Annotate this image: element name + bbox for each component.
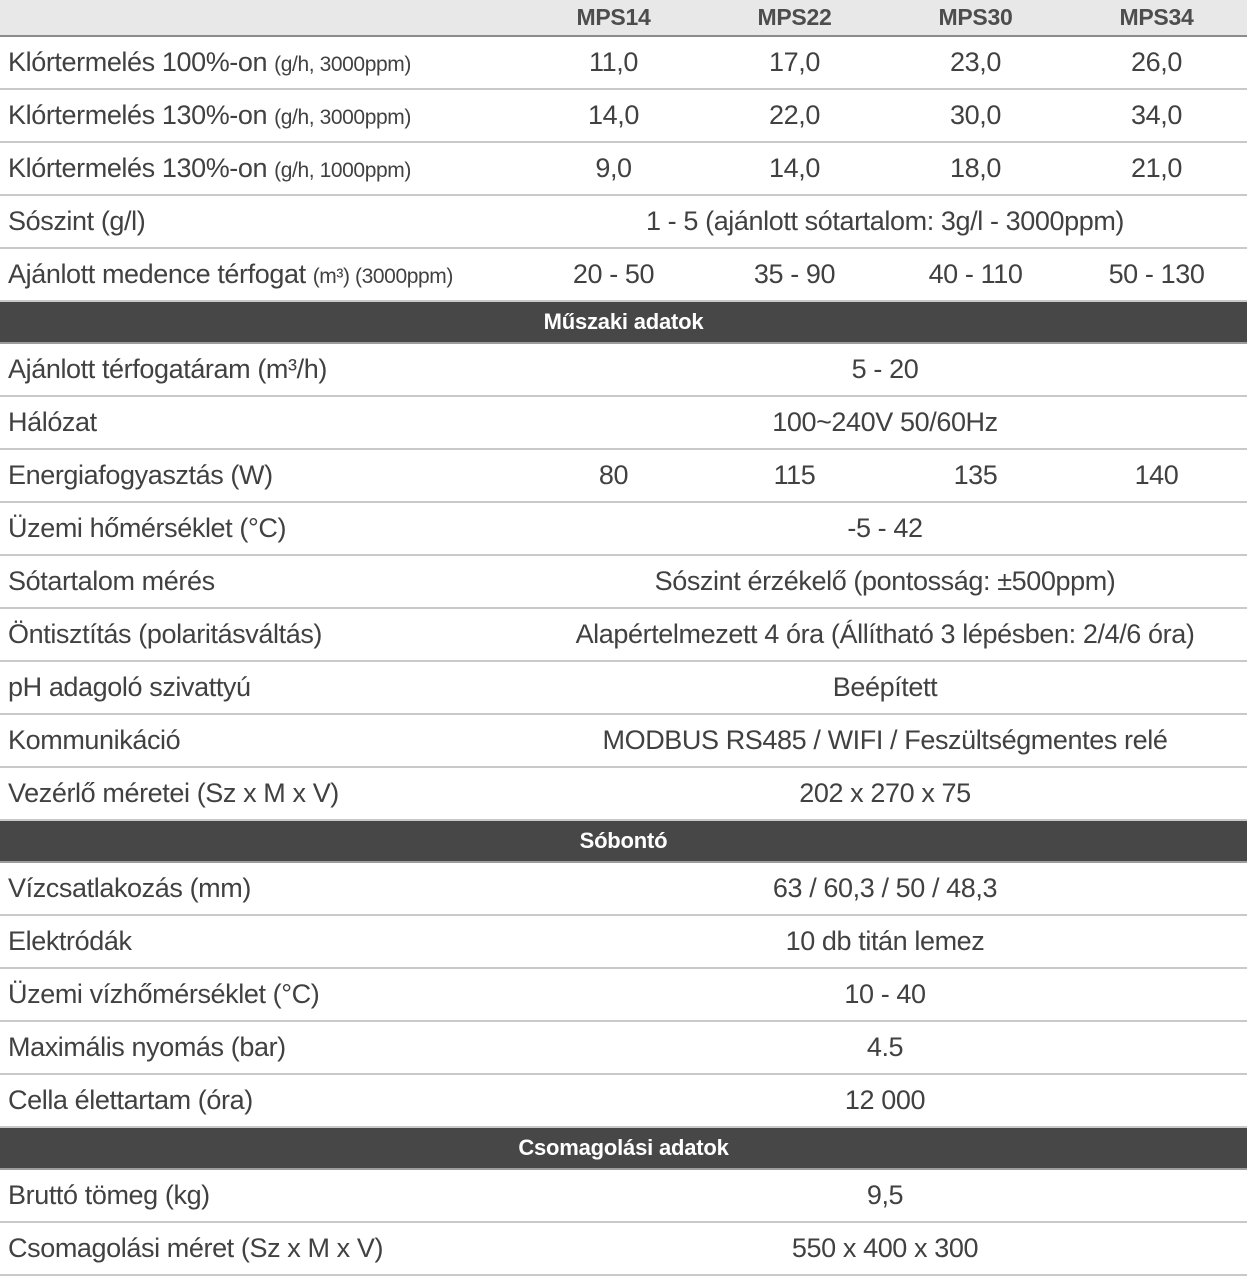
spec-row bbox=[0, 502, 1247, 555]
spec-value: 21,0 bbox=[1066, 142, 1247, 195]
spec-row bbox=[0, 195, 1247, 248]
model-column-header: MPS22 bbox=[704, 0, 885, 36]
spec-row bbox=[0, 449, 1247, 502]
row-label-text: pH adagoló szivattyú bbox=[8, 672, 251, 702]
row-label bbox=[0, 248, 523, 301]
row-label bbox=[0, 661, 523, 714]
spec-value-span: 4.5 bbox=[523, 1021, 1247, 1074]
row-label bbox=[0, 555, 523, 608]
spec-value: 14,0 bbox=[704, 142, 885, 195]
row-label-text: Klórtermelés 100%-on bbox=[8, 47, 268, 77]
spec-row bbox=[0, 142, 1247, 195]
row-label-text: Vezérlő méretei (Sz x M x V) bbox=[8, 778, 339, 808]
spec-row bbox=[0, 1169, 1247, 1222]
row-label bbox=[0, 968, 523, 1021]
spec-value: 26,0 bbox=[1066, 36, 1247, 89]
spec-value-span: 5 - 20 bbox=[523, 343, 1247, 396]
row-label bbox=[0, 862, 523, 915]
row-label-text: Kommunikáció bbox=[8, 725, 181, 755]
spec-value: 17,0 bbox=[704, 36, 885, 89]
section-header-row bbox=[0, 1127, 1247, 1169]
row-label-text: Csomagolási méret (Sz x M x V) bbox=[8, 1233, 384, 1263]
row-label bbox=[0, 343, 523, 396]
row-label-text: Hálózat bbox=[8, 407, 97, 437]
spec-value-span: 550 x 400 x 300 bbox=[523, 1222, 1247, 1275]
row-label bbox=[0, 1222, 523, 1275]
row-label-text: Cella élettartam (óra) bbox=[8, 1085, 253, 1115]
row-label-text: Sótartalom mérés bbox=[8, 566, 215, 596]
spec-row bbox=[0, 1074, 1247, 1127]
spec-value-span: -5 - 42 bbox=[523, 502, 1247, 555]
spec-row bbox=[0, 1222, 1247, 1275]
row-label bbox=[0, 396, 523, 449]
row-label-text: Klórtermelés 130%-on bbox=[8, 153, 268, 183]
spec-row bbox=[0, 89, 1247, 142]
spec-row bbox=[0, 915, 1247, 968]
row-label bbox=[0, 608, 523, 661]
spec-value: 50 - 130 bbox=[1066, 248, 1247, 301]
model-column-header: MPS30 bbox=[885, 0, 1066, 36]
spec-value: 18,0 bbox=[885, 142, 1066, 195]
row-label-text: Üzemi hőmérséklet (°C) bbox=[8, 513, 287, 543]
row-label-text: Öntisztítás (polaritásváltás) bbox=[8, 619, 323, 649]
spec-value-span: Alapértelmezett 4 óra (Állítható 3 lépésben: 2/4/6 óra) bbox=[523, 608, 1247, 661]
section-title: Sóbontó bbox=[0, 820, 1247, 862]
row-label-text: Sószint (g/l) bbox=[8, 206, 146, 236]
row-label bbox=[0, 1021, 523, 1074]
spec-value: 35 - 90 bbox=[704, 248, 885, 301]
spec-value-span: 100~240V 50/60Hz bbox=[523, 396, 1247, 449]
spec-row bbox=[0, 248, 1247, 301]
row-label bbox=[0, 1169, 523, 1222]
row-label-text: Üzemi vízhőmérséklet (°C) bbox=[8, 979, 320, 1009]
spec-value: 30,0 bbox=[885, 89, 1066, 142]
row-label bbox=[0, 767, 523, 820]
row-label bbox=[0, 142, 523, 195]
row-label bbox=[0, 1074, 523, 1127]
model-column-header: MPS14 bbox=[523, 0, 704, 36]
row-label-unit: (g/h, 1000ppm) bbox=[274, 159, 411, 182]
spec-value: 40 - 110 bbox=[885, 248, 1066, 301]
spec-value: 135 bbox=[885, 449, 1066, 502]
spec-value: 34,0 bbox=[1066, 89, 1247, 142]
spec-row bbox=[0, 396, 1247, 449]
spec-row bbox=[0, 767, 1247, 820]
spec-row bbox=[0, 862, 1247, 915]
row-label-text: Bruttó tömeg (kg) bbox=[8, 1180, 210, 1210]
spec-value: 20 - 50 bbox=[523, 248, 704, 301]
spec-value: 80 bbox=[523, 449, 704, 502]
spec-value-span: 1 - 5 (ajánlott sótartalom: 3g/l - 3000ppm) bbox=[523, 195, 1247, 248]
spec-value: 14,0 bbox=[523, 89, 704, 142]
spec-value-span: 10 - 40 bbox=[523, 968, 1247, 1021]
spec-row bbox=[0, 555, 1247, 608]
spec-row bbox=[0, 661, 1247, 714]
section-header-row bbox=[0, 820, 1247, 862]
spec-value-span: 10 db titán lemez bbox=[523, 915, 1247, 968]
spec-value-span: 202 x 270 x 75 bbox=[523, 767, 1247, 820]
row-label-unit: (g/h, 3000ppm) bbox=[274, 53, 411, 76]
section-title: Csomagolási adatok bbox=[0, 1127, 1247, 1169]
spec-row bbox=[0, 714, 1247, 767]
row-label-unit: (m³) (3000ppm) bbox=[312, 265, 453, 288]
row-label bbox=[0, 89, 523, 142]
spec-row bbox=[0, 36, 1247, 89]
spec-value-span: MODBUS RS485 / WIFI / Feszültségmentes relé bbox=[523, 714, 1247, 767]
row-label-text: Maximális nyomás (bar) bbox=[8, 1032, 286, 1062]
row-label bbox=[0, 449, 523, 502]
spec-value: 115 bbox=[704, 449, 885, 502]
spec-row bbox=[0, 1021, 1247, 1074]
row-label-unit: (g/h, 3000ppm) bbox=[274, 106, 411, 129]
row-label-text: Elektródák bbox=[8, 926, 132, 956]
row-label-text: Vízcsatlakozás (mm) bbox=[8, 873, 251, 903]
row-label bbox=[0, 36, 523, 89]
spec-value-span: 63 / 60,3 / 50 / 48,3 bbox=[523, 862, 1247, 915]
model-header-row bbox=[0, 0, 1247, 36]
row-label bbox=[0, 195, 523, 248]
row-label bbox=[0, 502, 523, 555]
spec-row bbox=[0, 343, 1247, 396]
row-label-text: Ajánlott térfogatáram (m³/h) bbox=[8, 354, 327, 384]
spec-row bbox=[0, 608, 1247, 661]
spec-value: 11,0 bbox=[523, 36, 704, 89]
section-header-row bbox=[0, 301, 1247, 343]
row-label-text: Energiafogyasztás (W) bbox=[8, 460, 273, 490]
spec-value-span: 12 000 bbox=[523, 1074, 1247, 1127]
spec-value-span: Beépített bbox=[523, 661, 1247, 714]
spec-value: 140 bbox=[1066, 449, 1247, 502]
row-label bbox=[0, 915, 523, 968]
model-column-header: MPS34 bbox=[1066, 0, 1247, 36]
spec-value-span: Sószint érzékelő (pontosság: ±500ppm) bbox=[523, 555, 1247, 608]
section-title: Műszaki adatok bbox=[0, 301, 1247, 343]
spec-value: 9,0 bbox=[523, 142, 704, 195]
empty-header-cell bbox=[0, 0, 523, 36]
spec-value-span: 9,5 bbox=[523, 1169, 1247, 1222]
row-label-text: Klórtermelés 130%-on bbox=[8, 100, 268, 130]
row-label-text: Ajánlott medence térfogat bbox=[8, 259, 306, 289]
spec-value: 22,0 bbox=[704, 89, 885, 142]
spec-row bbox=[0, 968, 1247, 1021]
spec-value: 23,0 bbox=[885, 36, 1066, 89]
row-label bbox=[0, 714, 523, 767]
